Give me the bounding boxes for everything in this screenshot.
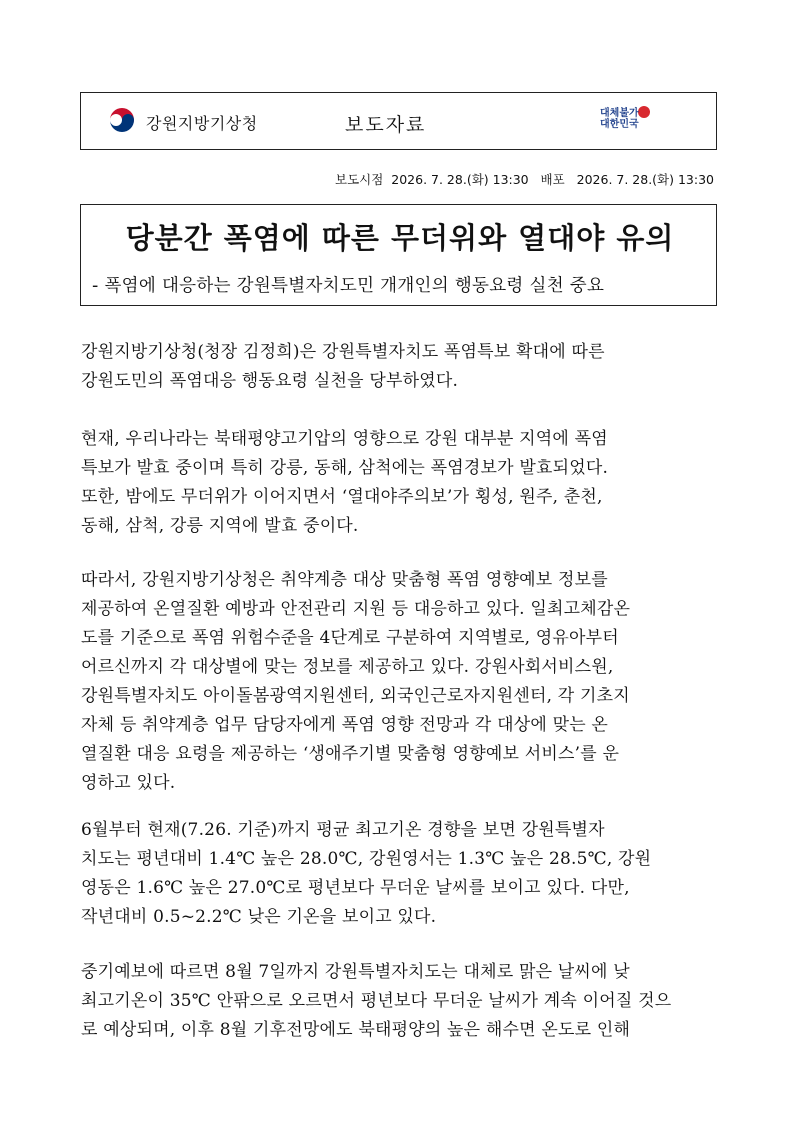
paragraph-line: 영하고 있다. bbox=[81, 773, 176, 793]
paragraph-line: 6월부터 현재(7.26. 기준)까지 평균 최고기온 경향을 보면 강원특별자 bbox=[81, 820, 605, 840]
main-title: 당분간 폭염에 따른 무더위와 열대야 유의 bbox=[125, 221, 675, 255]
paragraph-1 bbox=[81, 338, 719, 396]
paragraph-line: 현재, 우리나라는 북태평양고기압의 영향으로 강원 대부분 지역에 폭염 bbox=[81, 429, 608, 449]
paragraph-line: 또한, 밤에도 무더위가 이어지면서 ‘열대야주의보’가 횡성, 원주, 춘천, bbox=[81, 487, 603, 507]
paragraph-line: 열질환 대응 요령을 제공하는 ‘생애주기별 맞춤형 영향예보 서비스’를 운 bbox=[81, 744, 620, 764]
org-name: 강원지방기상청 bbox=[146, 113, 258, 133]
paragraph-line: 동해, 삼척, 강릉 지역에 발효 중이다. bbox=[81, 516, 359, 536]
paragraph-line: 최고기온이 35℃ 안팎으로 오르면서 평년보다 무더운 날씨가 계속 이어질 것으 bbox=[81, 991, 672, 1011]
paragraph-line: 로 예상되며, 이후 8월 기후전망에도 북태평양의 높은 해수면 온도로 인해 bbox=[81, 1020, 631, 1040]
paragraph-3 bbox=[81, 566, 719, 798]
slogan-line-1: 대체불가 bbox=[600, 108, 639, 119]
slogan-mark-icon bbox=[638, 106, 650, 118]
government-emblem-icon bbox=[106, 106, 138, 138]
paragraph-line: 어르신까지 각 대상별에 맞는 정보를 제공하고 있다. 강원사회서비스원, bbox=[81, 657, 614, 677]
slogan-logo bbox=[596, 104, 650, 138]
paragraph-line: 자체 등 취약계층 업무 담당자에게 폭염 영향 전망과 각 대상에 맞는 온 bbox=[81, 715, 609, 735]
paragraph-line: 제공하여 온열질환 예방과 안전관리 지원 등 대응하고 있다. 일최고체감온 bbox=[81, 599, 631, 619]
org-logo bbox=[106, 106, 258, 138]
paragraph-line: 중기예보에 따르면 8월 7일까지 강원특별자치도는 대체로 맑은 날씨에 낮 bbox=[81, 962, 630, 982]
release-info: 보도시점 2026. 7. 28.(화) 13:30 배포 2026. 7. 28.(화) 13:30 bbox=[335, 172, 714, 187]
paragraph-5 bbox=[81, 958, 719, 1045]
doc-type-label: 보도자료 bbox=[345, 114, 427, 136]
subtitle: - 폭염에 대응하는 강원특별자치도민 개개인의 행동요령 실천 중요 bbox=[92, 276, 605, 296]
paragraph-line: 치도는 평년대비 1.4℃ 높은 28.0℃, 강원영서는 1.3℃ 높은 28.5℃, 강원 bbox=[81, 849, 652, 869]
paragraph-line: 강원지방기상청(청장 김정희)은 강원특별자치도 폭염특보 확대에 따른 bbox=[81, 342, 605, 362]
paragraph-line: 특보가 발효 중이며 특히 강릉, 동해, 삼척에는 폭염경보가 발효되었다. bbox=[81, 458, 609, 478]
paragraph-line: 강원특별자치도 아이돌봄광역지원센터, 외국인근로자지원센터, 각 기초지 bbox=[81, 686, 630, 706]
paragraph-line: 영동은 1.6℃ 높은 27.0℃로 평년보다 무더운 날씨를 보이고 있다. 다만, bbox=[81, 878, 630, 898]
paragraph-2 bbox=[81, 425, 719, 541]
paragraph-line: 강원도민의 폭염대응 행동요령 실천을 당부하였다. bbox=[81, 371, 459, 391]
paragraph-4 bbox=[81, 816, 719, 932]
paragraph-line: 도를 기준으로 폭염 위험수준을 4단계로 구분하여 지역별로, 영유아부터 bbox=[81, 628, 619, 648]
paragraph-line: 작년대비 0.5~2.2℃ 낮은 기온을 보이고 있다. bbox=[81, 907, 437, 927]
slogan-line-2: 대한민국 bbox=[600, 119, 639, 130]
paragraph-line: 따라서, 강원지방기상청은 취약계층 대상 맞춤형 폭염 영향예보 정보를 bbox=[81, 570, 608, 590]
